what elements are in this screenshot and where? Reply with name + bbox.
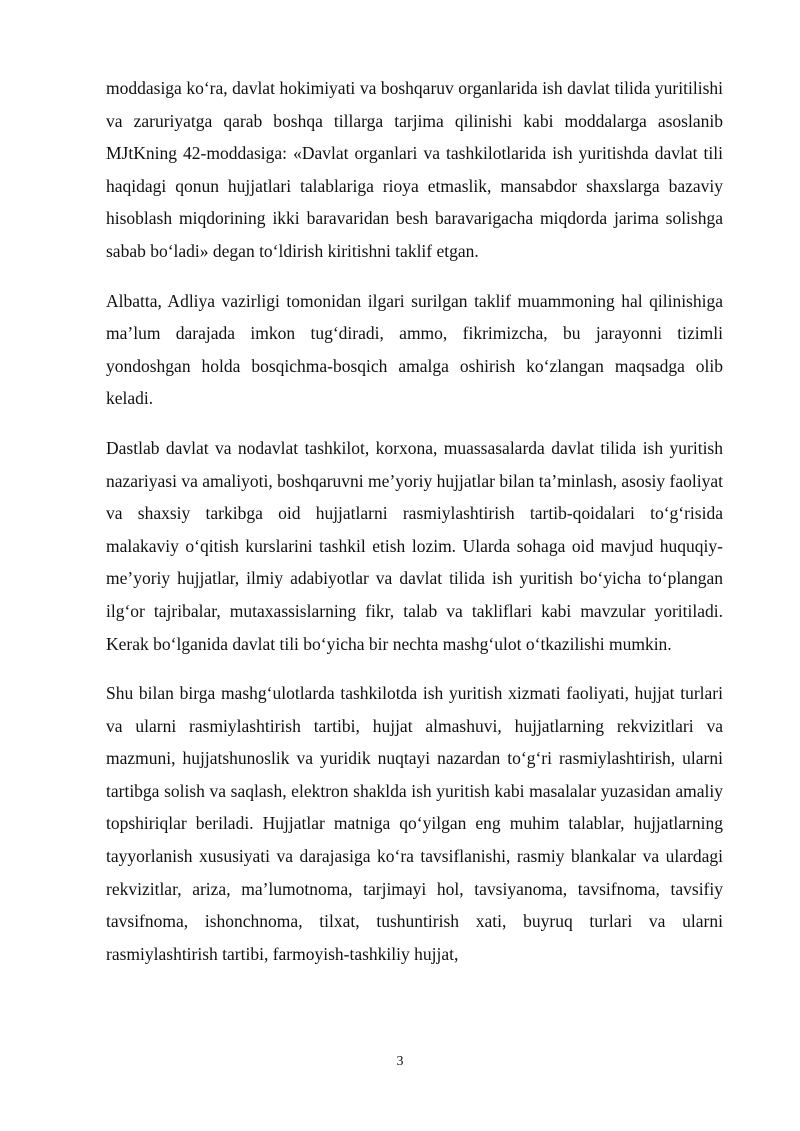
paragraph-2: Albatta, Adliya vazirligi tomonidan ilgari surilgan taklif muammoning hal qilinishiga maʼlum darajada imkon tugʻdiradi, ammo, fikrimizcha, bu jarayonni tizimli yondoshgan holda bosqichma-bosqich amalga oshirish koʻzlangan maqsadga olib keladi.	[106, 290, 723, 409]
paragraph-3: Dastlab davlat va nodavlat tashkilot, korxona, muassasalarda davlat tilida ish yuritish nazariyasi va amaliyoti, boshqaruvni meʼyoriy hujjatlar bilan taʼminlash, asosiy faoliyat va shaxsiy tarkibga oid hujjatlarni rasmiylashtirish tartib-qoidalari toʻgʻrisida malakaviy oʻqitish kurslarini tashkil etish lozim. Ularda sohaga oid mavjud huquqiy-meʼyoriy hujjatlar, ilmiy adabiyotlar va davlat tilida ish yuritish boʻyicha toʻplangan ilgʻor tajribalar, mutaxassislarning fikr, talab va takliflari kabi mavzular yoritiladi. Kerak boʻlganida davlat tili boʻyicha bir nechta mashgʻulot oʻtkazilishi mumkin.	[106, 437, 723, 654]
paragraph-4: Shu bilan birga mashgʻulotlarda tashkilotda ish yuritish xizmati faoliyati, hujjat turlari va ularni rasmiylashtirish tartibi, hujjat almashuvi, hujjatlarning rekvizitlari va mazmuni, hujjatshunoslik va yuridik nuqtayi nazardan toʻgʻri rasmiylashtirish, ularni tartibga solish va saqlash, elektron shaklda ish yuritish kabi masalalar yuzasidan amaliy topshiriqlar beriladi. Hujjatlar matniga qoʻyilgan eng muhim talablar, hujjatlarning tayyorlanish xususiyati va darajasiga koʻra tavsiflanishi, rasmiy blankalar va ulardagi rekvizitlar, ariza, maʼlumotnoma, tarjimayi hol, tavsiyanoma, tavsifnoma, tavsifiy tavsifnoma, ishonchnoma, tilxat, tushuntirish xati, buyruq turlari va ularni rasmiylashtirish tartibi, farmoyish-tashkiliy hujjat,	[106, 683, 723, 964]
page-number: 3	[396, 1054, 404, 1069]
document-page	[106, 72, 723, 987]
paragraph-1: moddasiga koʻra, davlat hokimiyati va boshqaruv organlarida ish davlat tilida yuritilishi va zaruriyatga qarab boshqa tillarga tarjima qilinishi kabi moddalarga asoslanib MJtKning 42-moddasiga: «Davlat organlari va tashkilotlarida ish yuritishda davlat tili haqidagi qonun hujjatlari talablariga rioya etmaslik, mansabdor shaxslarga bazaviy hisoblash miqdorining ikki baravaridan besh baravarigacha miqdorda jarima solishga sabab boʻladi» degan toʻldirish kiritishni taklif etgan.	[106, 78, 723, 261]
